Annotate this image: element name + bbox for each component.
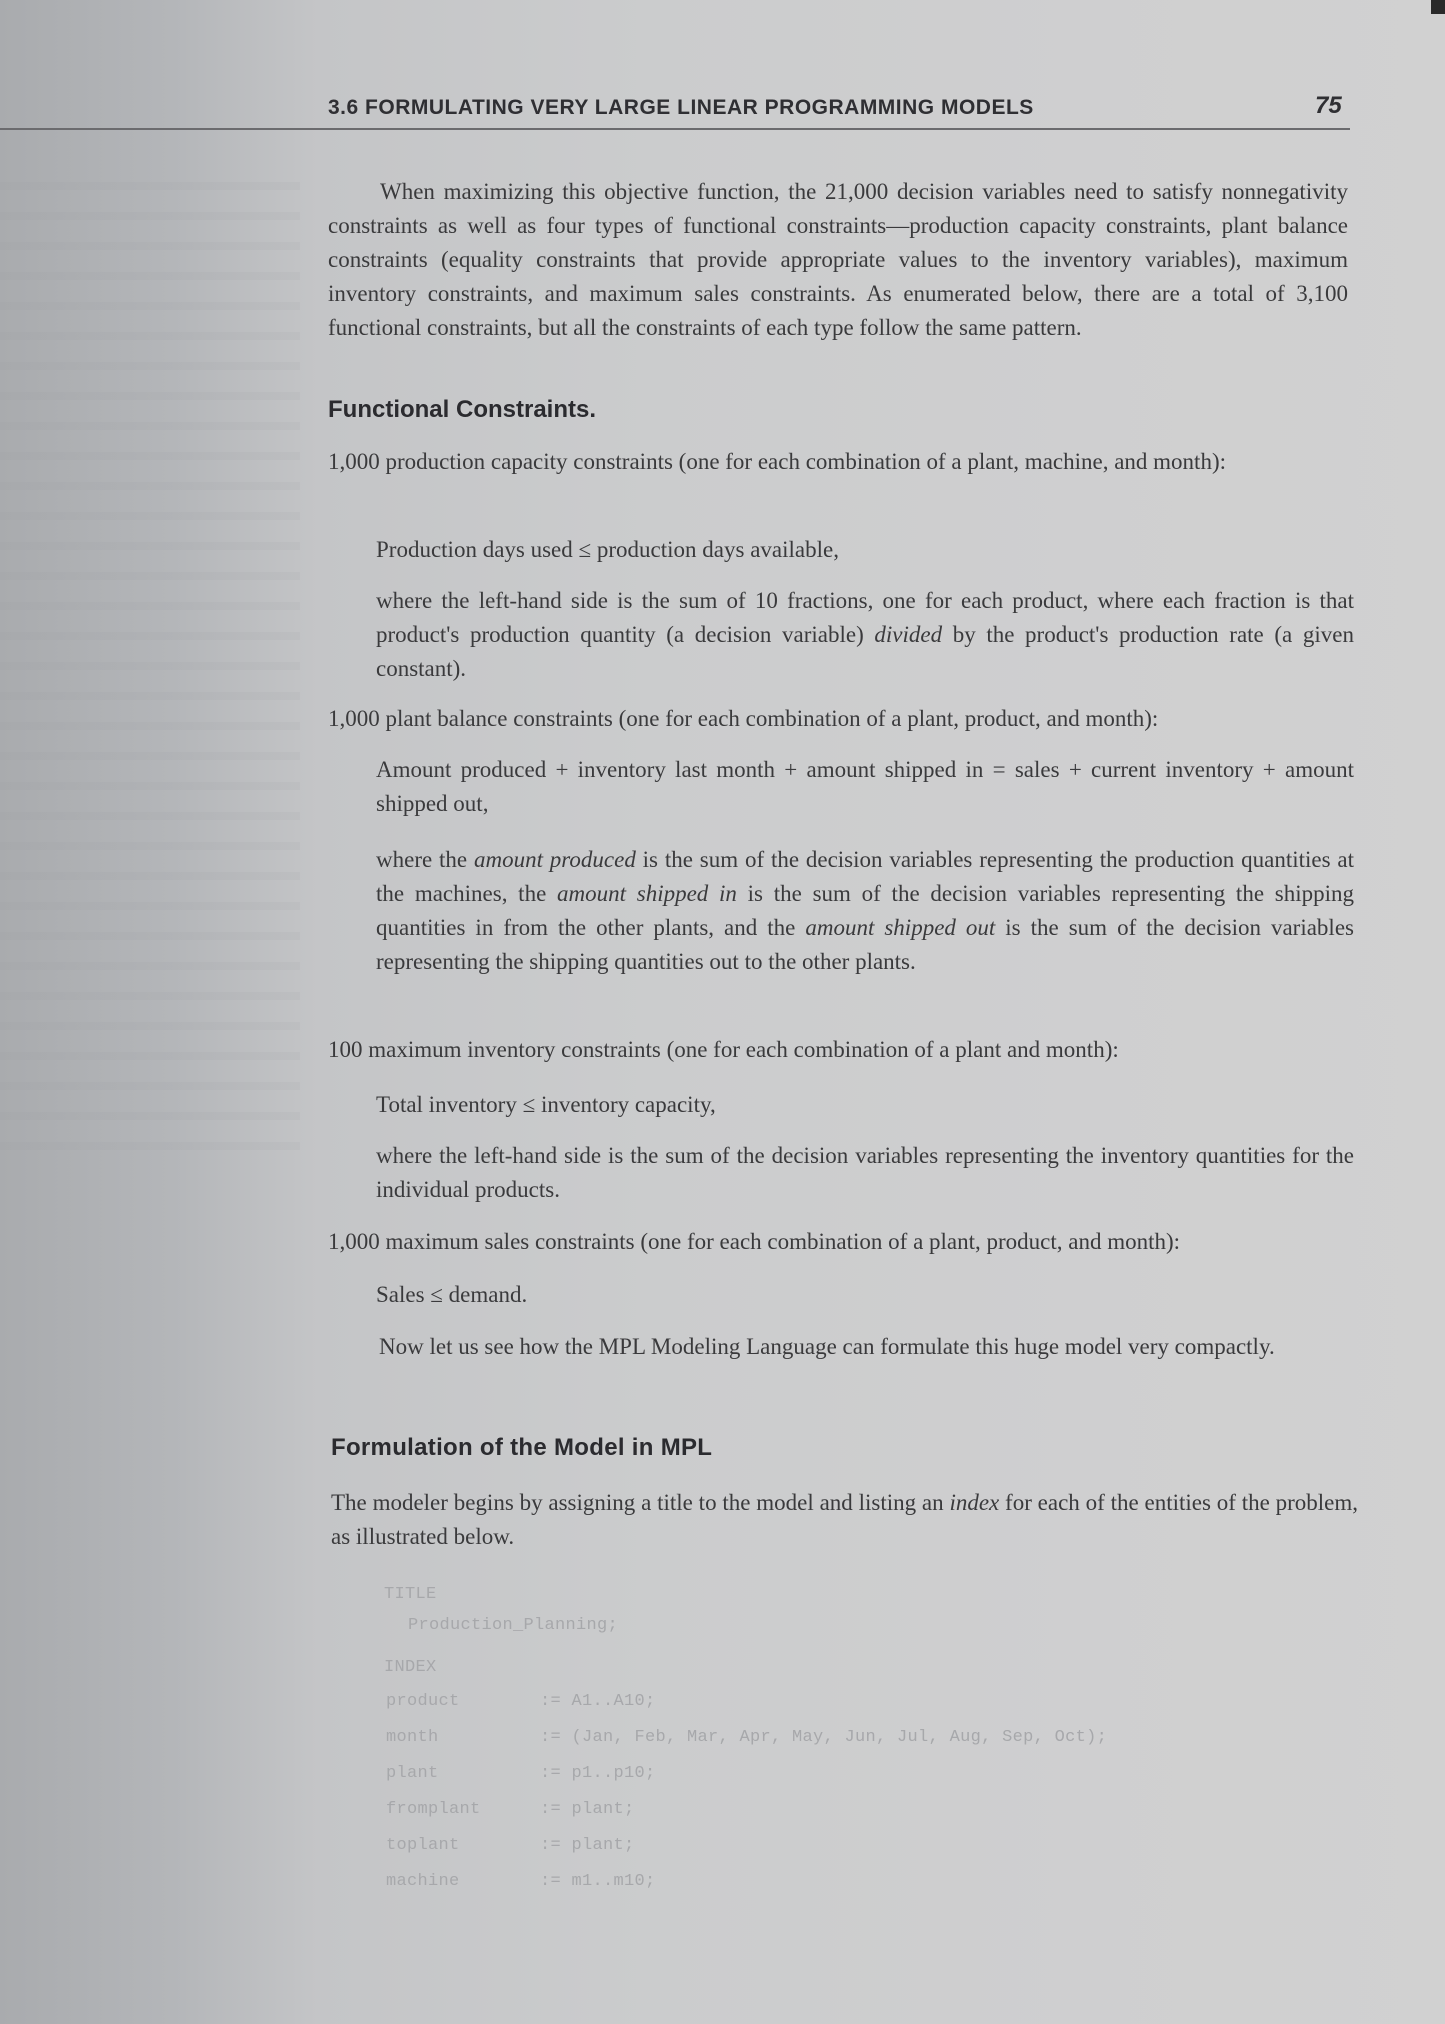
code-index-name: fromplant: [386, 1800, 481, 1819]
max-inventory-rule: Total inventory ≤ inventory capacity,: [376, 1092, 716, 1117]
code-index-name: toplant: [386, 1836, 460, 1855]
code-index-name: plant: [386, 1764, 439, 1783]
mpl-intro-paragraph: The modeler begins by assigning a title to the model and listing an index for each of the entities of the problem, as illustrated below.: [331, 1490, 1358, 1549]
code-index-def: := (Jan, Feb, Mar, Apr, May, Jun, Jul, Aug, Sep, Oct);: [540, 1728, 1108, 1747]
mpl-formulation-heading: Formulation of the Model in MPL: [331, 1434, 713, 1461]
functional-constraints-heading: Functional Constraints.: [328, 396, 597, 423]
max-sales-title: 1,000 maximum sales constraints (one for each combination of a plant, product, and month):: [328, 1229, 1181, 1254]
max-inventory-explanation: where the left-hand side is the sum of the decision variables representing the inventory quantities for the individual products.: [376, 1143, 1354, 1202]
production-capacity-rule: Production days used ≤ production days available,: [376, 537, 839, 562]
transition-paragraph: Now let us see how the MPL Modeling Language can formulate this huge model very compactly.: [379, 1334, 1275, 1359]
max-inventory-title: 100 maximum inventory constraints (one for each combination of a plant and month):: [328, 1037, 1119, 1062]
plant-balance-explanation: where the amount produced is the sum of the decision variables representing the production quantities at the machines, the amount shipped in is the sum of the decision variables representing the shipping quantities in from the other plants, and the amount shipped out is the sum of the decision variables representing the shipping quantities out to the other plants.: [376, 847, 1355, 974]
production-capacity-explanation: where the left-hand side is the sum of 10 fractions, one for each product, where each fraction is that product's production quantity (a decision variable) divided by the product's production rate (a given constant).: [376, 588, 1354, 681]
page-number: 75: [1315, 92, 1342, 119]
code-index-name: machine: [386, 1872, 460, 1891]
code-index-def: := plant;: [540, 1836, 635, 1855]
intro-paragraph: When maximizing this objective function, the 21,000 decision variables need to satisfy nonnegativity constraints as well as four types of functional constraints—production capacity constraints, plant balance constraints (equality constraints that provide appropriate values to the inventory variables), maximum inventory constraints, and maximum sales constraints. As enumerated below, there are a total of 3,100 functional constraints, but all the constraints of each type follow the same pattern.: [328, 179, 1348, 340]
code-index-keyword: INDEX: [384, 1658, 437, 1677]
code-index-def: := plant;: [540, 1800, 635, 1819]
code-index-name: product: [386, 1692, 460, 1711]
production-capacity-title: 1,000 production capacity constraints (one for each combination of a plant, machine, and month):: [328, 449, 1226, 474]
page-corner-mark: [1431, 0, 1445, 14]
code-index-name: month: [386, 1728, 439, 1747]
facing-page-bleed-through: [0, 160, 300, 1160]
plant-balance-title: 1,000 plant balance constraints (one for each combination of a plant, product, and month):: [328, 706, 1159, 731]
plant-balance-rule: Amount produced + inventory last month + amount shipped in = sales + current inventory + amount shipped out,: [376, 757, 1354, 816]
code-index-def: := A1..A10;: [540, 1692, 656, 1711]
max-sales-rule: Sales ≤ demand.: [376, 1282, 528, 1307]
code-title-keyword: TITLE: [384, 1585, 437, 1604]
running-head: 3.6 FORMULATING VERY LARGE LINEAR PROGRAMMING MODELS: [328, 96, 1034, 119]
code-index-def: := p1..p10;: [540, 1764, 656, 1783]
code-title-value: Production_Planning;: [408, 1616, 619, 1635]
code-index-def: := m1..m10;: [540, 1872, 656, 1891]
